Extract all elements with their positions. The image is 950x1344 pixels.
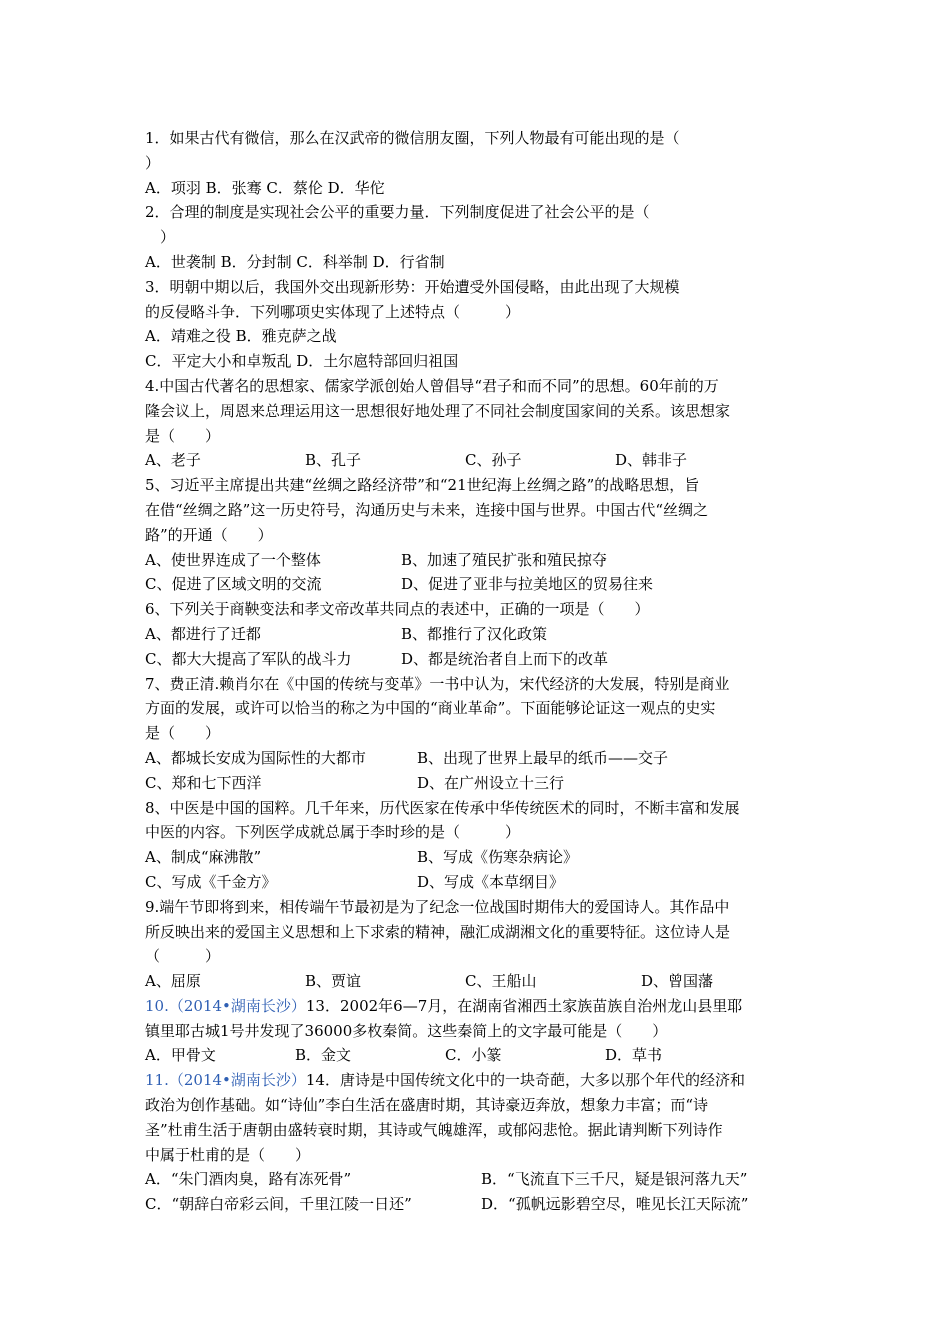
option-c: C、孙子 bbox=[465, 451, 522, 470]
option-b: B、加速了殖民扩张和殖民掠夺 bbox=[401, 550, 608, 569]
option-c: C、促进了区域文明的交流 bbox=[145, 575, 322, 594]
question-11 bbox=[145, 1068, 817, 1217]
question-stem: 9.端午节即将到来，相传端午节最初是为了纪念一位战国时期伟大的爱国诗人。其作品中 bbox=[145, 897, 730, 916]
option-b: B、都推行了汉化政策 bbox=[401, 624, 548, 643]
option-line bbox=[145, 870, 817, 895]
option-a: A、使世界连成了一个整体 bbox=[145, 550, 321, 569]
question-source: 10.（2014•湖南长沙） bbox=[145, 996, 306, 1015]
question-stem: 5、习近平主席提出共建“丝绸之路经济带”和“21世纪海上丝绸之路”的战略思想，旨 bbox=[145, 476, 700, 495]
option-line bbox=[145, 324, 817, 349]
question-stem: 政治为创作基础。如“诗仙”李白生活在盛唐时期，其诗豪迈奔放，想象力丰富；而“诗 bbox=[145, 1096, 709, 1115]
option-line bbox=[145, 647, 817, 672]
question-stem: 路”的开通（ ） bbox=[145, 525, 273, 544]
question-8 bbox=[145, 796, 817, 895]
question-stem: 在借“丝绸之路”这一历史符号，沟通历史与未来，连接中国与世界。中国古代“丝绸之 bbox=[145, 500, 709, 519]
option-c: C、写成《千金方》 bbox=[145, 872, 277, 891]
question-3 bbox=[145, 275, 817, 374]
option-line bbox=[145, 448, 817, 473]
question-1 bbox=[145, 126, 817, 200]
question-7 bbox=[145, 672, 817, 796]
option-b: B．金文 bbox=[295, 1046, 352, 1065]
option-a: A、屈原 bbox=[145, 972, 201, 991]
question-stem: 2．合理的制度是实现社会公平的重要力量．下列制度促进了社会公平的是（ bbox=[145, 203, 650, 222]
option-b: B．“飞流直下三千尺，疑是银河落九天” bbox=[481, 1170, 748, 1189]
option-d: D、曾国藩 bbox=[641, 972, 714, 991]
option-line bbox=[145, 1167, 817, 1192]
question-stem-text: 13．2002年6—7月，在湖南省湘西土家族苗族自治州龙山县里耶 bbox=[305, 996, 743, 1015]
question-stem bbox=[145, 994, 817, 1019]
option-line bbox=[145, 622, 817, 647]
option-line bbox=[145, 176, 817, 201]
option-a: A．甲骨文 bbox=[145, 1046, 216, 1065]
question-stem: 镇里耶古城1号井发现了36000多枚秦简。这些秦简上的文字最可能是（ ） bbox=[145, 1021, 668, 1040]
option-b: B、写成《伤寒杂病论》 bbox=[417, 848, 579, 867]
option-line bbox=[145, 1043, 817, 1068]
option-line bbox=[145, 548, 817, 573]
option-line bbox=[145, 771, 817, 796]
options: A．项羽 B．张骞 C．蔡伦 D．华佗 bbox=[145, 178, 385, 197]
option-a: A．“朱门酒肉臭，路有冻死骨” bbox=[145, 1170, 352, 1189]
option-line bbox=[145, 845, 817, 870]
question-stem: 7、费正清.赖肖尔在《中国的传统与变革》一书中认为，宋代经济的大发展，特别是商业 bbox=[145, 674, 730, 693]
option-c: C、郑和七下西洋 bbox=[145, 773, 262, 792]
option-line bbox=[145, 969, 817, 994]
question-stem: 中医的内容。下列医学成就总属于李时珍的是（ ） bbox=[145, 823, 521, 842]
option-d: D、在广州设立十三行 bbox=[417, 773, 565, 792]
option-d: D、促进了亚非与拉美地区的贸易往来 bbox=[401, 575, 654, 594]
option-d: D、韩非子 bbox=[615, 451, 688, 470]
option-a: A、制成“麻沸散” bbox=[145, 848, 262, 867]
option-line bbox=[145, 1192, 817, 1217]
question-stem: 1．如果古代有微信，那么在汉武帝的微信朋友圈，下列人物最有可能出现的是（ bbox=[145, 129, 680, 147]
option-line bbox=[145, 349, 817, 374]
option-a: A、都城长安成为国际性的大都市 bbox=[145, 748, 366, 767]
options: A．靖难之役 B．雅克萨之战 bbox=[145, 327, 337, 346]
option-b: B、贾谊 bbox=[305, 972, 362, 991]
option-line bbox=[145, 746, 817, 771]
option-d: D．草书 bbox=[605, 1046, 663, 1065]
question-9 bbox=[145, 895, 817, 994]
question-10 bbox=[145, 994, 817, 1068]
question-stem: 4.中国古代著名的思想家、儒家学派创始人曾倡导“君子和而不同”的思想。60年前的万 bbox=[145, 376, 719, 395]
question-6 bbox=[145, 597, 817, 671]
option-line bbox=[145, 572, 817, 597]
question-stem: 是（ ） bbox=[145, 426, 221, 445]
question-stem: 8、中医是中国的国粹。几千年来，历代医家在传承中华传统医术的同时，不断丰富和发展 bbox=[145, 798, 740, 817]
question-stem-text: 14．唐诗是中国传统文化中的一块奇葩，大多以那个年代的经济和 bbox=[305, 1071, 745, 1090]
question-stem: 中属于杜甫的是（ ） bbox=[145, 1145, 311, 1164]
option-c: C、王船山 bbox=[465, 972, 537, 991]
question-stem: 的反侵略斗争．下列哪项史实体现了上述特点（ ） bbox=[145, 302, 521, 321]
option-d: D、写成《本草纲目》 bbox=[417, 872, 565, 891]
question-stem: （ ） bbox=[145, 947, 221, 966]
option-d: D、都是统治者自上而下的改革 bbox=[401, 649, 609, 668]
question-stem bbox=[145, 1068, 817, 1093]
question-source: 11.（2014•湖南长沙） bbox=[145, 1071, 306, 1090]
question-stem: 圣”杜甫生活于唐朝由盛转衰时期，其诗或气魄雄浑，或郁闷悲怆。据此请判断下列诗作 bbox=[145, 1120, 723, 1139]
question-stem: 方面的发展，或许可以恰当的称之为中国的“商业革命”。下面能够论证这一观点的史实 bbox=[145, 699, 716, 718]
options: A．世袭制 B．分封制 C．科举制 D．行省制 bbox=[145, 252, 445, 271]
option-c: C．“朝辞白帝彩云间，千里江陵一日还” bbox=[145, 1195, 412, 1214]
question-stem: ） bbox=[145, 153, 161, 172]
question-stem: 隆会议上，周恩来总理运用这一思想很好地处理了不同社会制度国家间的关系。该思想家 bbox=[145, 401, 731, 420]
option-line bbox=[145, 250, 817, 275]
option-a: A、老子 bbox=[145, 451, 201, 470]
question-stem: 3．明朝中期以后，我国外交出现新形势：开始遭受外国侵略，由此出现了大规模 bbox=[145, 277, 680, 296]
option-c: C、都大大提高了军队的战斗力 bbox=[145, 649, 352, 668]
question-4 bbox=[145, 374, 817, 473]
options: C．平定大小和卓叛乱 D．土尔扈特部回归祖国 bbox=[145, 352, 459, 371]
option-a: A、都进行了迁都 bbox=[145, 624, 261, 643]
option-c: C．小篆 bbox=[445, 1046, 502, 1065]
question-5 bbox=[145, 473, 817, 597]
option-d: D．“孤帆远影碧空尽，唯见长江天际流” bbox=[481, 1195, 749, 1214]
question-list bbox=[145, 126, 817, 1217]
option-b: B、出现了世界上最早的纸币——交子 bbox=[417, 748, 669, 767]
option-b: B、孔子 bbox=[305, 451, 362, 470]
question-stem: 是（ ） bbox=[145, 724, 221, 743]
question-2 bbox=[145, 200, 817, 274]
question-stem: 6、下列关于商鞅变法和孝文帝改革共同点的表述中，正确的一项是（ ） bbox=[145, 600, 650, 619]
question-stem: 所反映出来的爱国主义思想和上下求索的精神，融汇成湖湘文化的重要特征。这位诗人是 bbox=[145, 922, 731, 941]
question-stem: ） bbox=[145, 228, 176, 247]
